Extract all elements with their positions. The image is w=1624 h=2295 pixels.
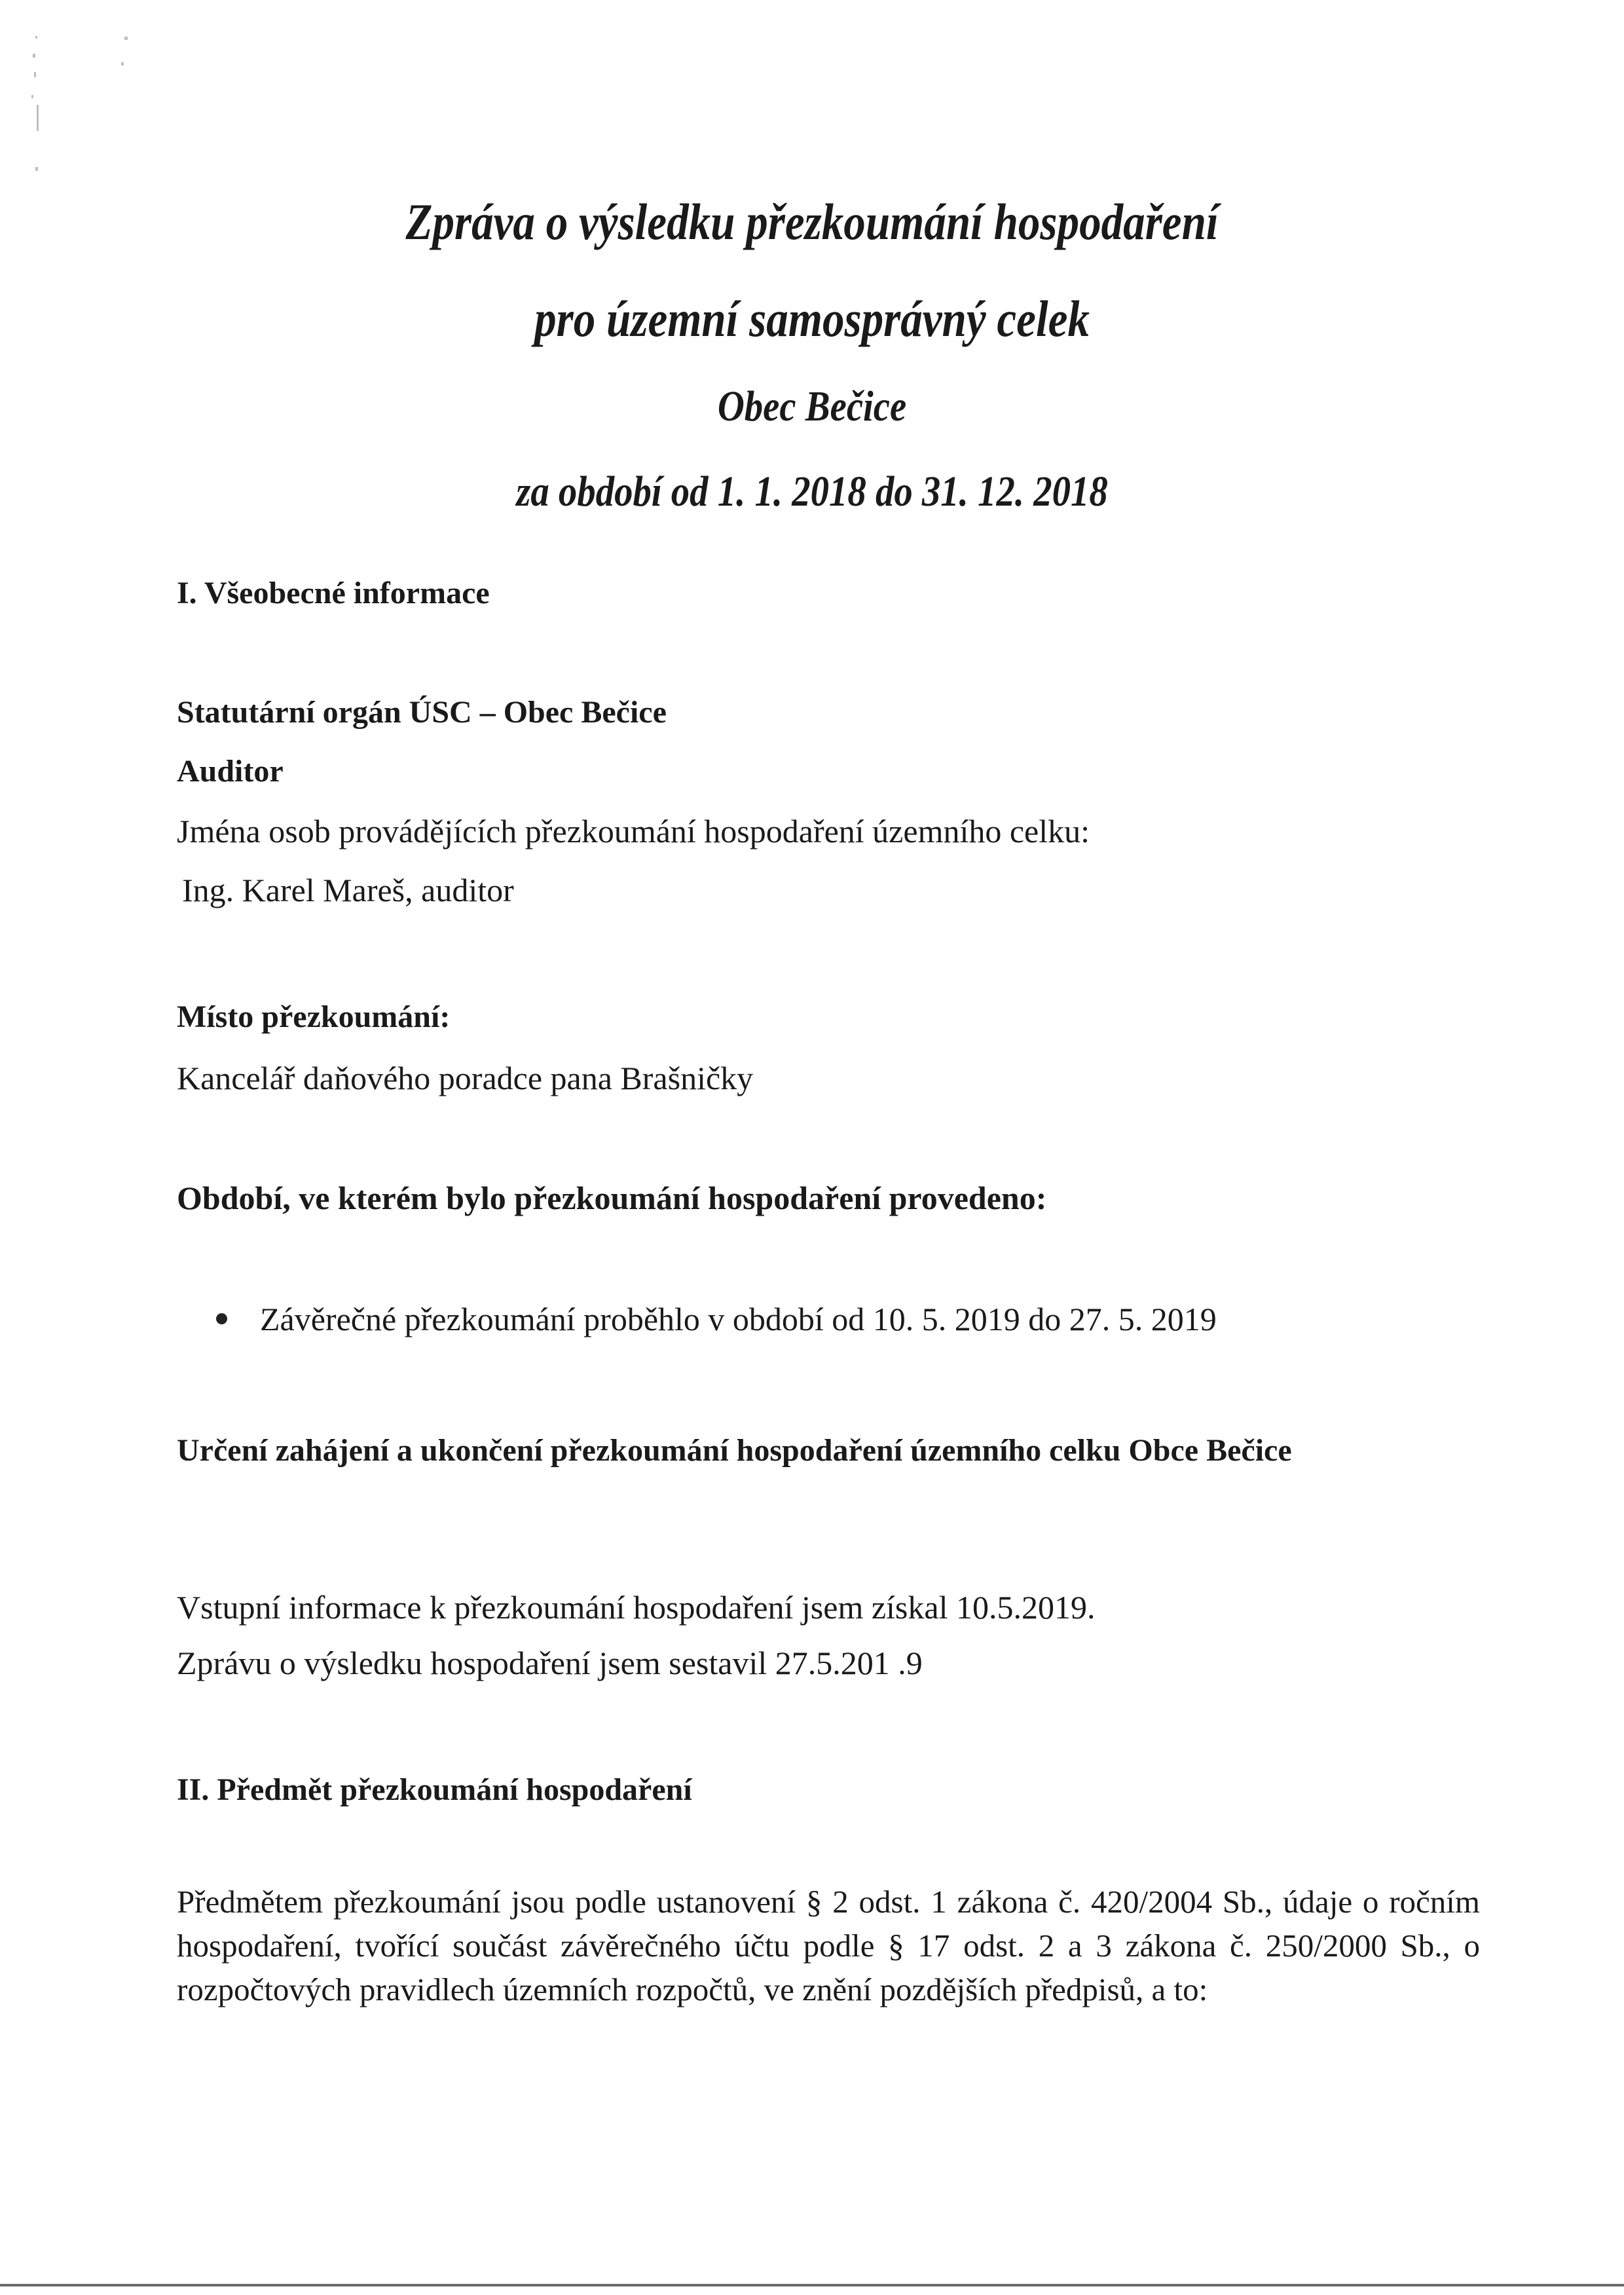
subject-paragraph: Předmětem přezkoumání jsou podle ustanovení § 2 odst. 1 zákona č. 420/2004 Sb., údaje o ročním hospodaření, tvořící součást závěrečného účtu podle § 17 odst. 2 a 3 zákona č. 250/2000 Sb., o rozpočtových pravidlech územních rozpočtů, ve znění pozdějších předpisů, a to: [177, 1884, 1480, 2007]
section-1-heading: I. Všeobecné informace [177, 576, 490, 610]
place-label: Místo přezkoumání: [177, 999, 451, 1034]
page-bottom-rule [0, 2284, 1624, 2286]
input-info-text: Vstupní informace k přezkoumání hospodaření jsem získal 10.5.2019. [177, 1589, 1096, 1626]
title-period: za období od 1. 1. 2018 do 31. 12. 2018 [516, 468, 1108, 515]
section-2-heading: II. Předmět přezkoumání hospodaření [177, 1772, 692, 1807]
determination-heading: Určení zahájení a ukončení přezkoumání hospodaření územního celku Obce Bečice [177, 1433, 1292, 1468]
title-line-1: Zpráva o výsledku přezkoumání hospodaření [405, 193, 1219, 250]
statutory-body: Statutární orgán ÚSC – Obec Bečice [177, 695, 667, 730]
period-label: Období, ve kterém bylo přezkoumání hospodaření provedeno: [177, 1180, 1047, 1216]
bullet-icon [216, 1313, 227, 1324]
report-title [0, 193, 1624, 515]
report-compiled-text: Zprávu o výsledku hospodaření jsem sestavil 27.5.201 .9 [177, 1645, 923, 1681]
names-label: Jména osob provádějících přezkoumání hospodaření územního celku: [177, 813, 1090, 849]
period-item-text: Závěrečné přezkoumání proběhlo v období od 10. 5. 2019 do 27. 5. 2019 [260, 1301, 1217, 1337]
title-line-2: pro územní samosprávný celek [534, 290, 1090, 347]
auditor-label: Auditor [177, 754, 284, 789]
place-value: Kancelář daňového poradce pana Brašničky [177, 1060, 754, 1096]
title-municipality: Obec Bečice [717, 382, 907, 430]
names-value: Ing. Karel Mareš, auditor [182, 872, 514, 908]
period-list-item [216, 1300, 1217, 1338]
scan-artifacts [26, 26, 138, 183]
